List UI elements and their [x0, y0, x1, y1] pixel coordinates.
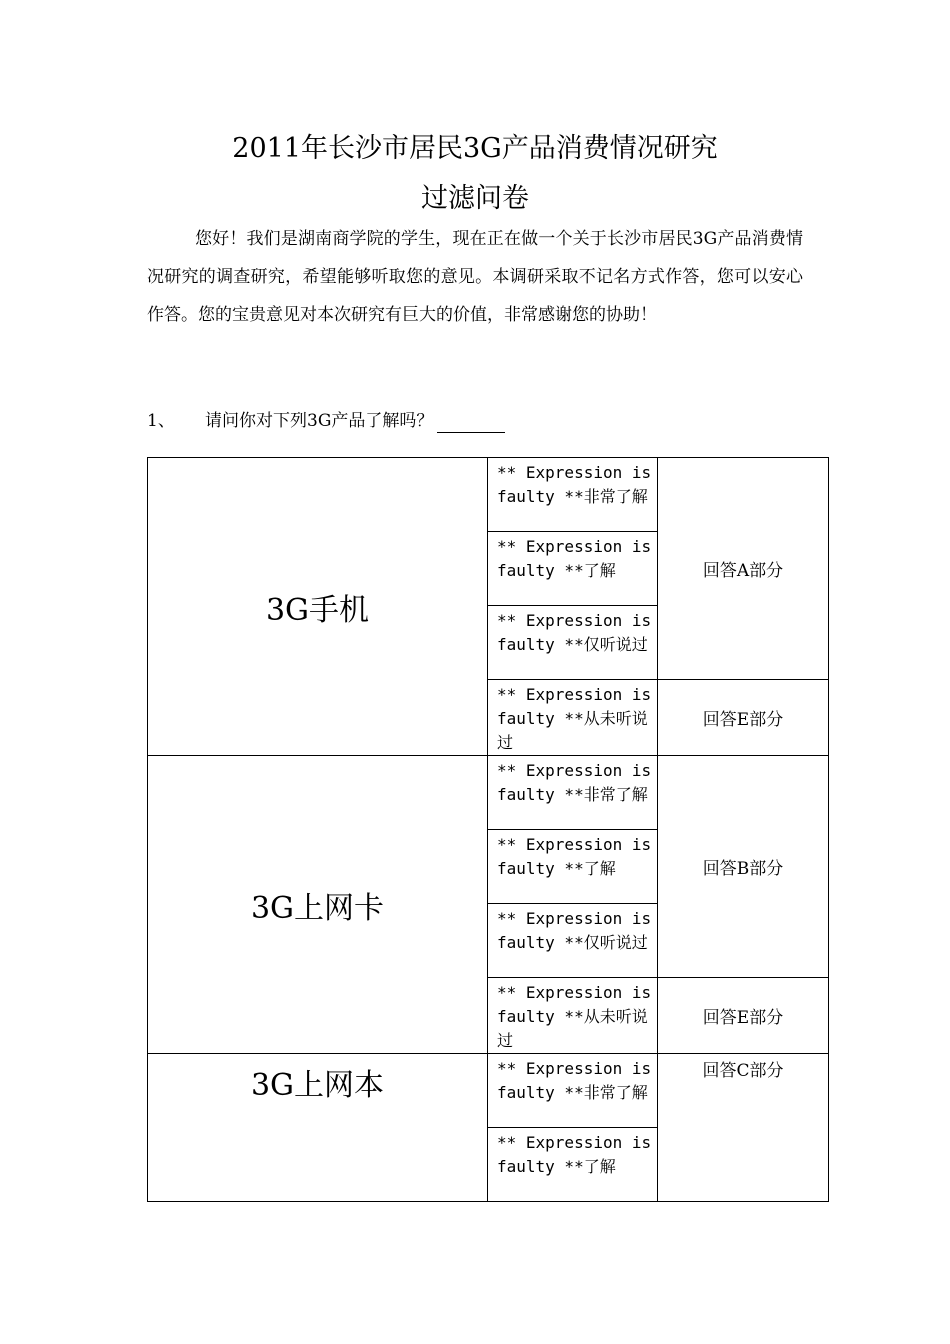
- answer-section-cell: 回答E部分: [658, 680, 829, 756]
- product-name-3g-netbook: 3G上网本: [148, 1054, 488, 1202]
- option-cell[interactable]: ** Expression is faulty **仅听说过: [488, 904, 658, 978]
- intro-paragraph: 您好！我们是湖南商学院的学生，现在正在做一个关于长沙市居民3G产品消费情况研究的调查研究，希望能够听取您的意见。本调研采取不记名方式作答，您可以安心作答。您的宝贵意见对本次研究有巨大的价值，非常感谢您的协助！: [147, 229, 803, 325]
- option-cell[interactable]: ** Expression is faulty **了解: [488, 532, 658, 606]
- option-cell[interactable]: ** Expression is faulty **非常了解: [488, 1054, 658, 1128]
- table-row: [148, 458, 829, 532]
- document-title: 2011年长沙市居民3G产品消费情况研究: [232, 133, 718, 164]
- answer-blank[interactable]: [437, 414, 505, 433]
- option-cell[interactable]: ** Expression is faulty **了解: [488, 830, 658, 904]
- answer-section-cell: 回答C部分: [658, 1054, 829, 1202]
- answer-section-cell: 回答A部分: [658, 458, 829, 680]
- product-awareness-table: [147, 457, 829, 1202]
- option-cell[interactable]: ** Expression is faulty **非常了解: [488, 756, 658, 830]
- option-cell[interactable]: ** Expression is faulty **仅听说过: [488, 606, 658, 680]
- table-row: [148, 756, 829, 830]
- option-cell[interactable]: ** Expression is faulty **了解: [488, 1128, 658, 1202]
- table-row: [148, 1054, 829, 1128]
- answer-section-cell: 回答E部分: [658, 978, 829, 1054]
- product-name-3g-phone: 3G手机: [148, 458, 488, 756]
- option-cell[interactable]: ** Expression is faulty **非常了解: [488, 458, 658, 532]
- question-number: 1、: [147, 411, 175, 431]
- product-name-3g-card: 3G上网卡: [148, 756, 488, 1054]
- answer-section-cell: 回答B部分: [658, 756, 829, 978]
- option-cell[interactable]: ** Expression is faulty **从未听说过: [488, 978, 658, 1054]
- document-subtitle: 过滤问卷: [421, 183, 529, 214]
- question-1: [147, 409, 505, 433]
- question-text: 请问你对下列3G产品了解吗？: [205, 411, 434, 431]
- option-cell[interactable]: ** Expression is faulty **从未听说过: [488, 680, 658, 756]
